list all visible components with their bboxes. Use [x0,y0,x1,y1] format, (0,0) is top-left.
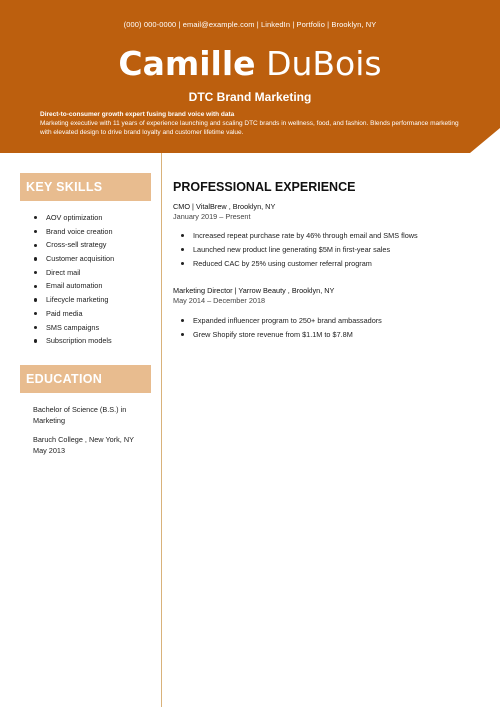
skill-item [32,321,114,335]
skill-label: Customer acquisition [46,254,115,264]
skill-item [32,266,114,280]
candidate-name [0,44,500,84]
bullet-icon [34,285,37,288]
bullet-icon [34,230,37,233]
skill-label: Subscription models [46,336,112,346]
education-heading: EDUCATION [20,365,151,393]
job-title: CMO | VitalBrew , Brooklyn, NY [173,202,276,211]
bullet-icon [181,234,184,237]
bullet-icon [34,326,37,329]
contact-line: (000) 000-0000 | email@example.com | LinkedIn | Portfolio | Brooklyn, NY [123,20,377,29]
bullet-icon [34,244,37,247]
education-date: May 2013 [33,445,66,455]
job-bullets [181,229,418,270]
skill-label: Email automation [46,281,103,291]
bullet-icon [181,333,184,336]
experience-heading: PROFESSIONAL EXPERIENCE [173,180,356,194]
skill-label: Brand voice creation [46,226,113,236]
skills-heading: KEY SKILLS [20,173,151,201]
skill-item [32,225,114,239]
skills-list [32,211,114,348]
bullet-item [181,243,418,257]
skill-item [32,279,114,293]
skill-label: SMS campaigns [46,322,100,332]
bullet-icon [181,262,184,265]
skill-item [32,238,114,252]
job-bullets [181,314,382,342]
education-degree: Bachelor of Science (B.S.) in Marketing [33,405,127,425]
skill-item [32,334,114,348]
bullet-icon [34,339,37,342]
column-divider [161,153,162,707]
bullet-item [181,257,418,271]
skill-item [32,211,114,225]
job-title: Marketing Director | Yarrow Beauty , Brooklyn, NY [173,286,335,295]
skill-label: Paid media [46,308,83,318]
bullet-icon [181,248,184,251]
bullet-icon [34,298,37,301]
bullet-icon [34,216,37,219]
summary: Marketing executive with 11 years of experience launching and scaling DTC brands in wellness, food, and fashion. Blends performance marketing with elevated design to drive brand loyalty and customer lifetime value. [40,120,459,136]
bullet-text: Grew Shopify store revenue from $1.1M to $7.8M [193,329,353,339]
job-dates: January 2019 – Present [173,212,251,221]
headline: DTC Brand Marketing [188,90,312,104]
last-name: DuBois [266,44,382,83]
bullet-icon [181,319,184,322]
skill-item [32,307,114,321]
first-name: Camille [118,44,256,83]
job-dates: May 2014 – December 2018 [173,296,266,305]
skill-item [32,293,114,307]
bullet-icon [34,312,37,315]
bullet-icon [34,271,37,274]
skill-label: Lifecycle marketing [46,295,109,305]
bullet-text: Increased repeat purchase rate by 46% through email and SMS flows [193,231,418,240]
bullet-text: Launched new product line generating $5M in first-year sales [193,244,391,254]
skill-label: Cross-sell strategy [46,240,107,250]
skill-label: Direct mail [46,267,81,277]
education-school: Baruch College , New York, NY [33,435,134,444]
bullet-text: Reduced CAC by 25% using customer referral program [193,258,372,268]
bullet-item [181,328,382,342]
bullet-icon [34,257,37,260]
bullet-item [181,229,418,243]
tagline: Direct-to-consumer growth expert fusing brand voice with data [40,111,235,118]
bullet-item [181,314,382,328]
skill-label: AOV optimization [46,213,103,222]
skill-item [32,252,114,266]
bullet-text: Expanded influencer program to 250+ brand ambassadors [193,316,382,325]
